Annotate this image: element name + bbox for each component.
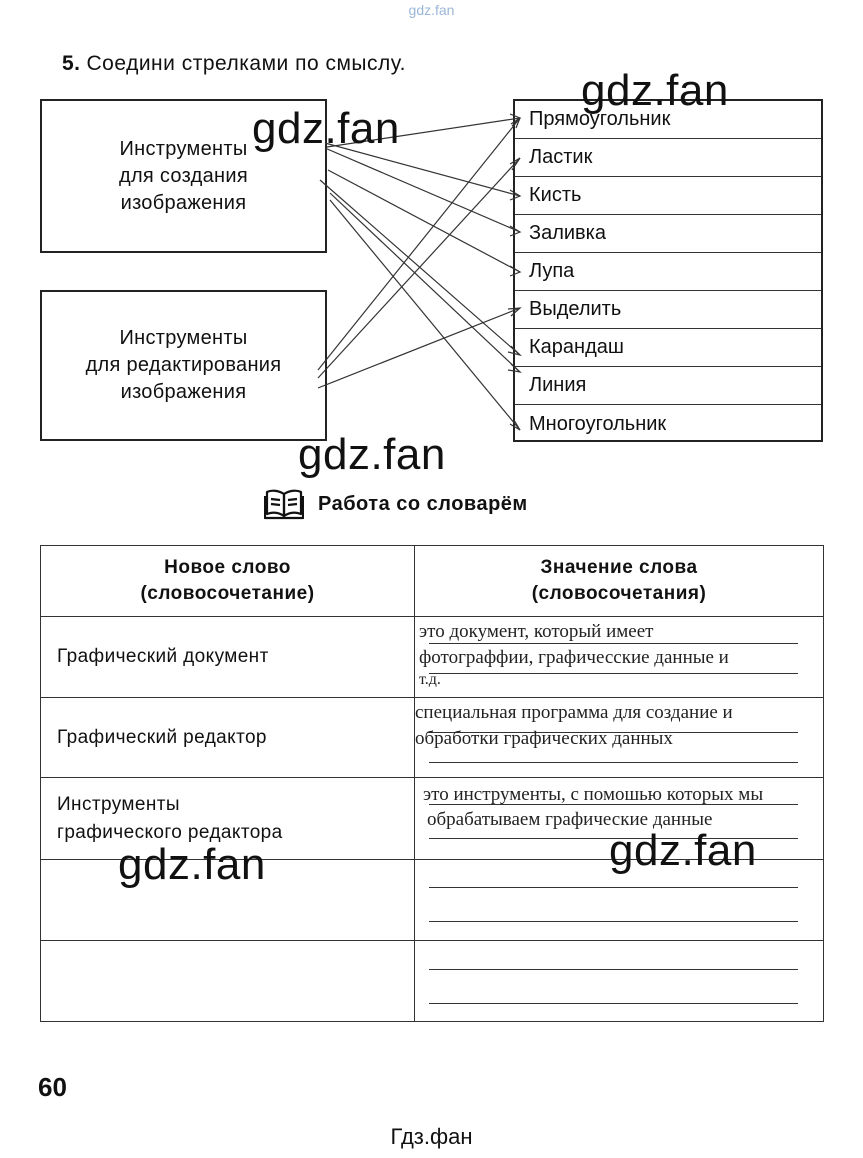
box-edit-line3: изображения (120, 381, 247, 403)
tool-item: Заливка (515, 215, 821, 253)
watermark: gdz.fan (581, 66, 729, 115)
answer-line: это инструменты, с помошью которых мы (423, 784, 764, 805)
term-cell (41, 941, 415, 1022)
header-word (41, 546, 415, 617)
footer-text: Гдз.фан (390, 1124, 473, 1149)
header-word-line1: Новое слово (164, 557, 291, 578)
box-edit-line1: Инструменты (119, 327, 248, 349)
watermark: gdz.fan (609, 826, 757, 875)
tool-item: Кисть (515, 177, 821, 215)
term-cell (41, 617, 415, 698)
connection-arrows (0, 0, 863, 460)
header-meaning-line2: (словосочетания) (531, 583, 707, 604)
term-text: графического редактора (57, 821, 283, 843)
answer-line: специальная программа для создание и (415, 702, 733, 723)
tool-item: Выделить (515, 291, 821, 329)
tool-item: Ластик (515, 139, 821, 177)
meaning-cell[interactable] (415, 698, 824, 778)
box-edit-line2: для редактирования (85, 354, 282, 376)
answer-line: фотограффии, графичесские данные и (419, 647, 729, 668)
watermark: gdz.fan (252, 104, 400, 153)
tool-item: Лупа (515, 253, 821, 291)
answer-line: это документ, который имеет (419, 621, 654, 642)
meaning-cell[interactable] (415, 941, 824, 1022)
term-text: Инструменты (57, 793, 180, 815)
table-row (41, 941, 824, 1022)
header-word-line2: (словосочетание) (140, 583, 315, 604)
arrow-create-polygon (330, 200, 520, 430)
arrow-edit-select (318, 308, 520, 388)
tool-item: Карандаш (515, 329, 821, 367)
dictionary-table (40, 545, 824, 1022)
term-text: Графический редактор (57, 726, 267, 748)
watermark: gdz.fan (118, 840, 266, 889)
answer-line: т.д. (419, 671, 441, 688)
box-create-line3: изображения (120, 191, 247, 214)
section-title: Работа со словарём (318, 492, 528, 515)
watermark-top: gdz.fan (408, 2, 455, 18)
page-number: 60 (38, 1072, 67, 1102)
task-text: Соедини стрелками по смыслу. (86, 52, 406, 75)
term-cell (41, 698, 415, 778)
watermark: gdz.fan (298, 430, 446, 479)
header-meaning (415, 546, 824, 617)
task-number: 5. (62, 52, 81, 75)
arrow-edit-eraser (318, 158, 520, 378)
box-create-line2: для создания (118, 164, 249, 187)
section-header (264, 488, 528, 520)
table-row (41, 698, 824, 778)
box-create-line1: Инструменты (119, 137, 248, 160)
answer-line: обработки графических данных (415, 728, 673, 749)
arrow-edit-rectangle (318, 118, 520, 370)
tool-item: Прямоугольник (515, 101, 821, 139)
tool-item: Линия (515, 367, 821, 405)
tool-item: Многоугольник (529, 412, 667, 435)
answer-line: обрабатываем графические данные (427, 809, 713, 830)
term-text: Графический документ (57, 646, 269, 667)
table-row (41, 617, 824, 698)
header-meaning-line1: Значение слова (540, 557, 698, 578)
meaning-cell[interactable] (415, 617, 824, 698)
arrow-create-magnifier (328, 170, 520, 272)
book-icon (264, 488, 304, 520)
